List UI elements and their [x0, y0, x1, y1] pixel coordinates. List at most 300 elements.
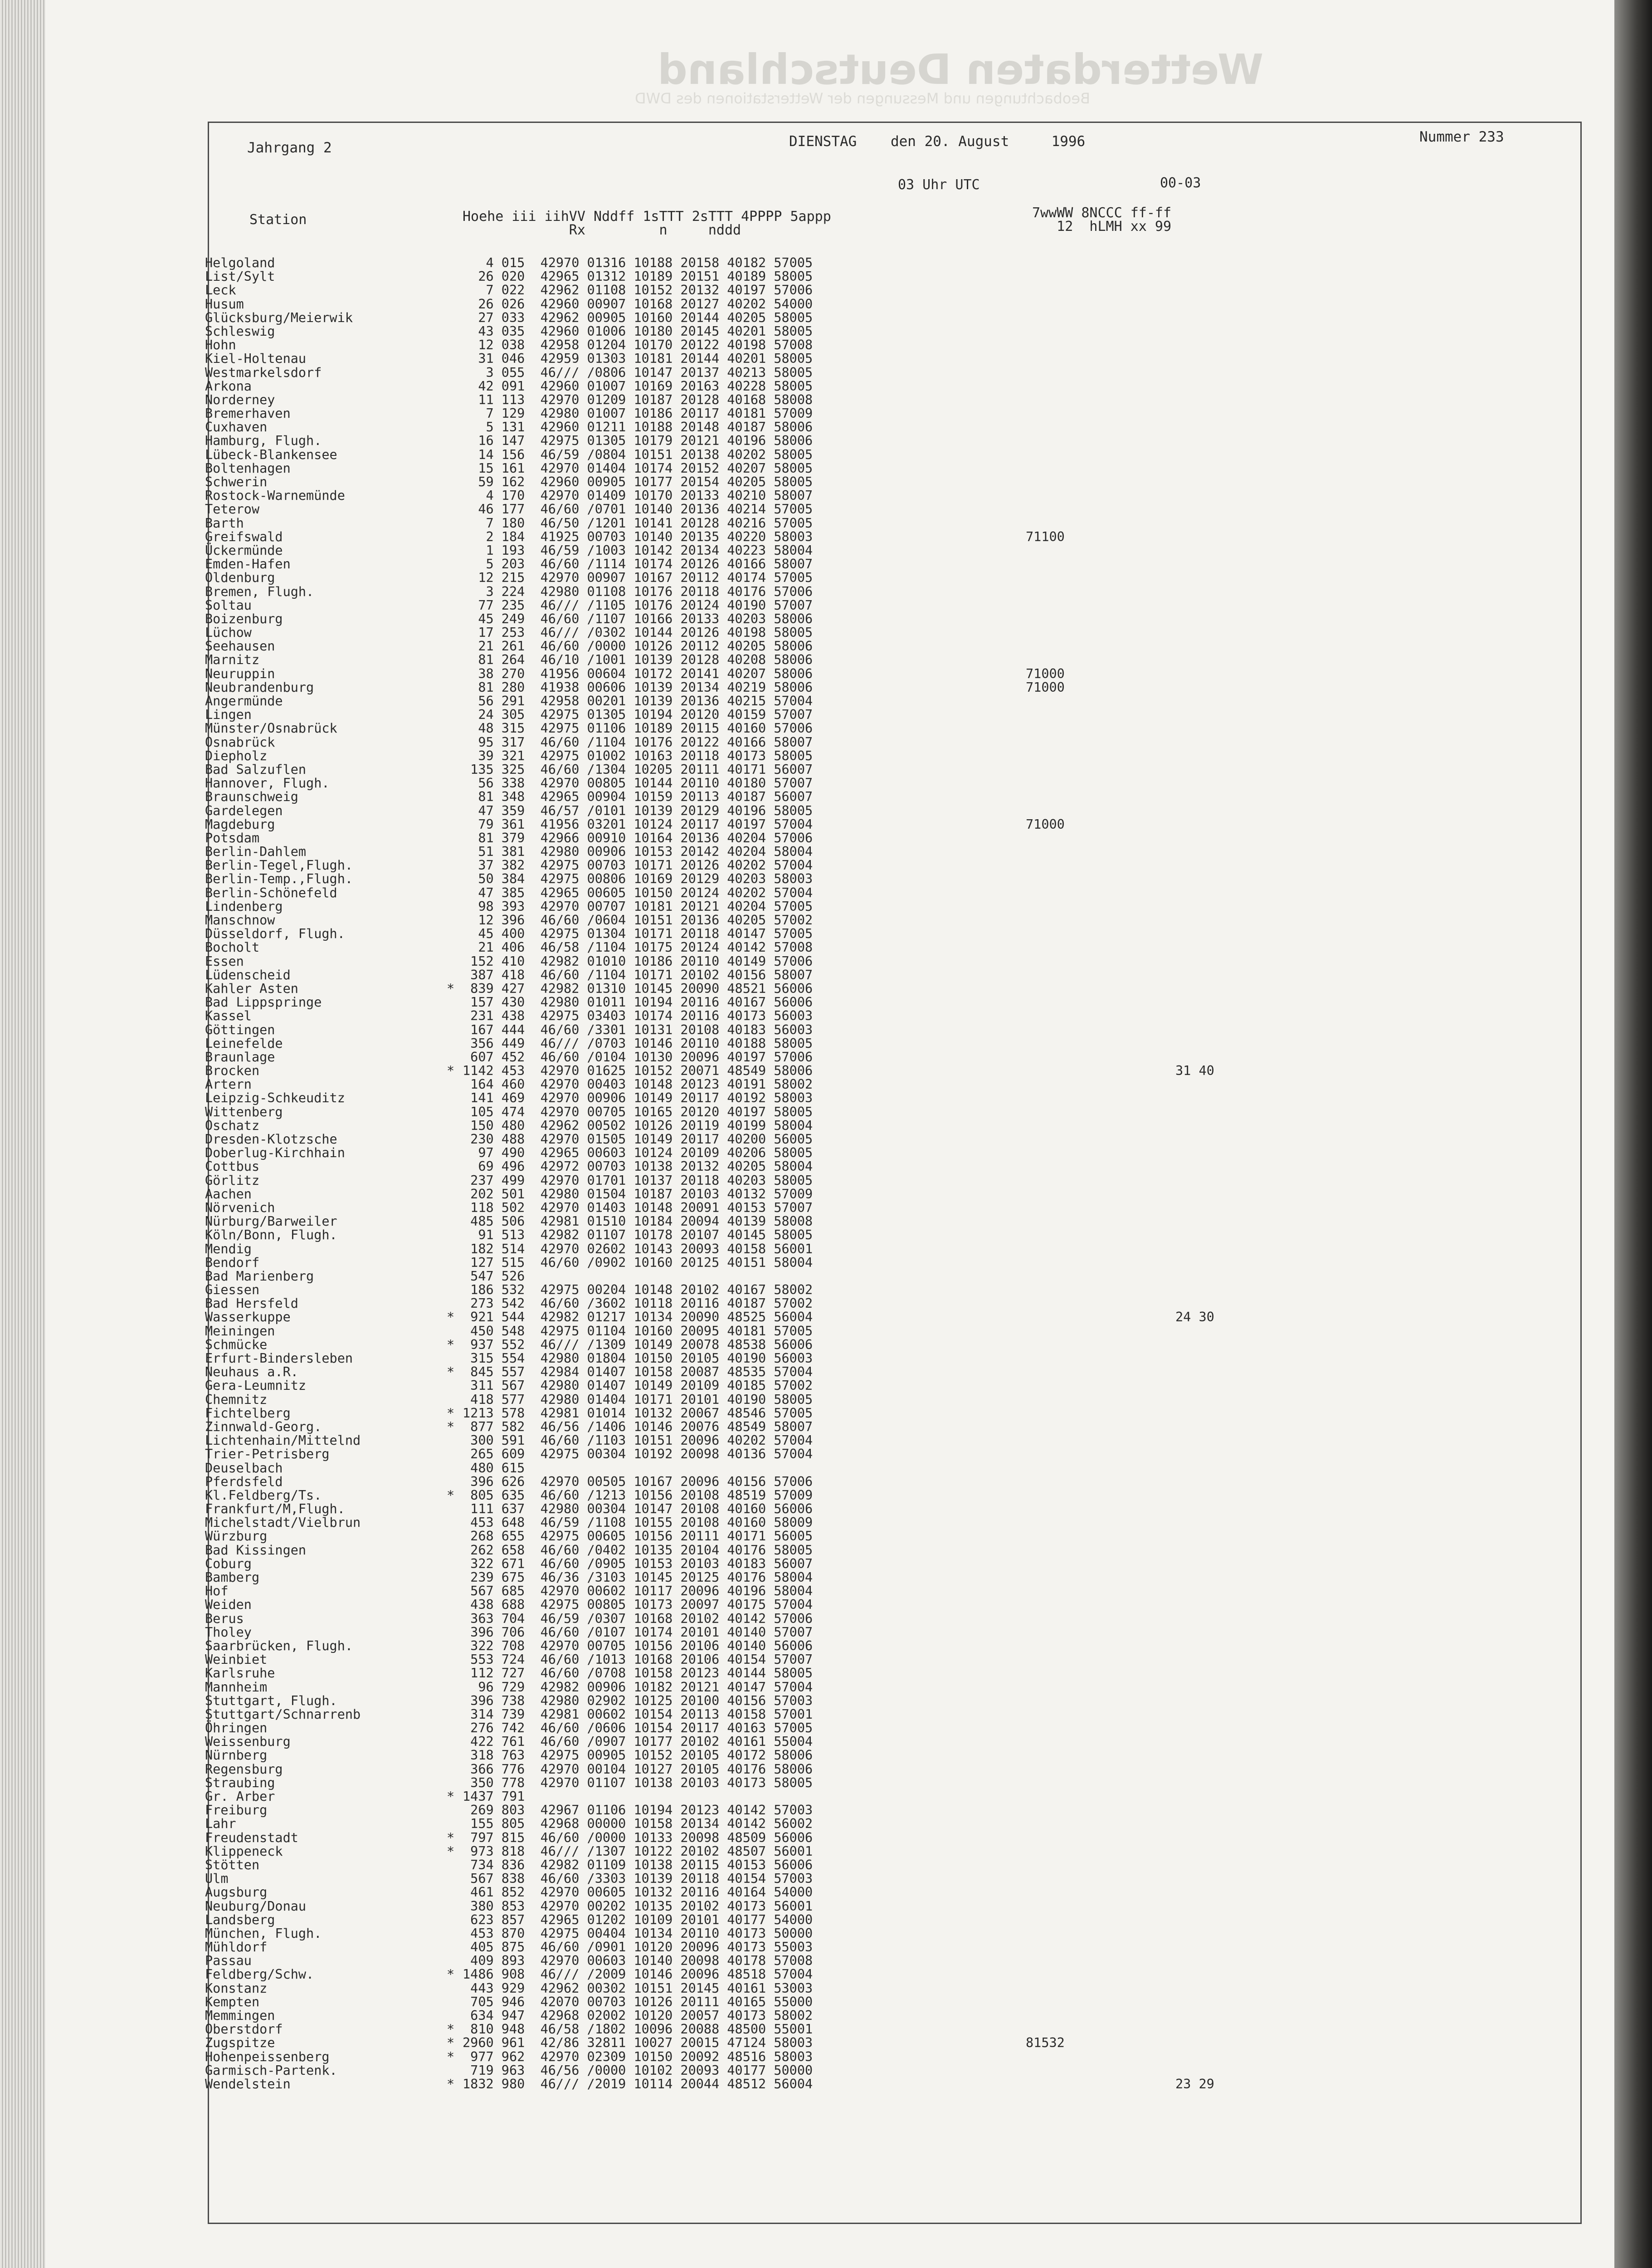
station-name: Kl.Feldberg/Ts.	[205, 1487, 322, 1503]
observation-data: 4 170 42970 01409 10170 20133 40210 58007	[463, 488, 813, 503]
column-header-line2: Rx n nddd	[463, 222, 741, 238]
station-name: Kempten	[205, 1994, 260, 2009]
observation-data: 26 026 42960 00907 10168 20127 40202 54000	[463, 296, 813, 312]
observation-data: 16 147 42975 01305 10179 20121 40196 58006	[463, 433, 813, 449]
observation-data: 409 893 42970 00603 10140 20098 40178 57008	[463, 1953, 813, 1969]
observation-data: 45 400 42975 01304 10171 20118 40147 57005	[463, 926, 813, 942]
station-name: Doberlug-Kirchhain	[205, 1145, 345, 1161]
station-name: Fichtelberg	[205, 1405, 291, 1421]
observation-data: 42 091 42960 01007 10169 20163 40228 58005	[463, 378, 813, 394]
observation-data: 118 502 42970 01403 10148 20091 40153 57007	[463, 1200, 813, 1215]
station-name: Norderney	[205, 392, 275, 407]
observation-data: 186 532 42975 00204 10148 20102 40167 58002	[463, 1282, 813, 1298]
station-name: Lübeck-Blankensee	[205, 447, 337, 462]
observation-data: 1213 578 42981 01014 10132 20067 48546 57005	[463, 1405, 813, 1421]
observation-data: 95 317 46/60 /1104 10176 20122 40166 58007	[463, 734, 813, 750]
station-name: Gr. Arber	[205, 1789, 275, 1804]
station-name: Hohn	[205, 337, 236, 353]
mountain-marker: *	[447, 1337, 455, 1352]
station-name: Görlitz	[205, 1173, 260, 1188]
observation-data: 1437 791	[463, 1789, 525, 1804]
observation-data: 51 381 42980 00906 10153 20142 40204 58004	[463, 844, 813, 860]
observation-data: 26 020 42965 01312 10189 20151 40189 58005	[463, 269, 813, 284]
observation-data: 443 929 42962 00302 10151 20145 40161 53003	[463, 1980, 813, 1996]
observation-data: 567 685 42970 00602 10117 20096 40196 58004	[463, 1584, 813, 1599]
observation-data: 3 055 46/// /0806 10147 20137 40213 58005	[463, 365, 813, 380]
observation-time: 03 Uhr UTC	[898, 177, 980, 193]
observation-data: 265 609 42975 00304 10192 20098 40136 57004	[463, 1447, 813, 1462]
observation-data: 734 836 42982 01109 10138 20115 40153 56006	[463, 1857, 813, 1872]
station-name: Stuttgart, Flugh.	[205, 1693, 337, 1708]
mountain-marker: *	[447, 1364, 455, 1380]
station-name: Berlin-Dahlem	[205, 844, 307, 860]
station-name: Erfurt-Bindersleben	[205, 1351, 353, 1366]
station-name: Bamberg	[205, 1570, 260, 1585]
station-name: Diepholz	[205, 748, 268, 763]
mountain-marker: *	[447, 2049, 455, 2064]
observation-data: 547 526	[463, 1268, 525, 1284]
observation-data: 273 542 46/60 /3602 10118 20116 40187 57002	[463, 1296, 813, 1311]
observation-data: 1142 453 42970 01625 10152 20071 48549 58006	[463, 1063, 813, 1079]
mountain-marker: *	[447, 1310, 455, 1325]
station-name: Manschnow	[205, 913, 275, 928]
mountain-marker: *	[447, 1843, 455, 1859]
book-spine-shadow	[1614, 0, 1652, 2268]
station-name: Bad Hersfeld	[205, 1296, 298, 1311]
mountain-marker: *	[447, 1967, 455, 1982]
observation-data: 2960 961 42/86 32811 10027 20015 47124 58003	[463, 2035, 813, 2051]
station-name: Lahr	[205, 1816, 236, 1832]
observation-data: 79 361 41956 03201 10124 20117 40197 57004	[463, 816, 813, 832]
wind-gust-group: 31 40	[1175, 1063, 1214, 1079]
wind-gust-group: 23 29	[1175, 2076, 1214, 2092]
mountain-marker: *	[447, 1789, 455, 1804]
station-name: Freudenstadt	[205, 1830, 298, 1845]
observation-data: 5 131 42960 01211 10188 20148 40187 58006	[463, 420, 813, 435]
observation-data: 5 203 46/60 /1114 10174 20126 40166 58007	[463, 557, 813, 572]
observation-data: 69 496 42972 00703 10138 20132 40205 58004	[463, 1159, 813, 1174]
mountain-marker: *	[447, 1830, 455, 1845]
observation-data: 1832 980 46/// /2019 10114 20044 48512 56004	[463, 2076, 813, 2092]
station-name: Brocken	[205, 1063, 260, 1079]
station-name: Berlin-Schönefeld	[205, 885, 337, 900]
station-name: Regensburg	[205, 1761, 283, 1777]
observation-data: 12 215 42970 00907 10167 20112 40174 57005	[463, 570, 813, 586]
observation-data: 634 947 42968 02002 10120 20057 40173 58002	[463, 2008, 813, 2023]
observation-data: 480 615	[463, 1460, 525, 1476]
station-name: Köln/Bonn, Flugh.	[205, 1227, 337, 1243]
observation-data: 2 184 41925 00703 10140 20135 40220 58003	[463, 529, 813, 544]
station-name: Leinefelde	[205, 1036, 283, 1051]
station-name: Magdeburg	[205, 816, 275, 832]
observation-data: 56 338 42970 00805 10144 20110 40180 57007	[463, 776, 813, 791]
observation-data: 380 853 42970 00202 10135 20102 40173 56001	[463, 1898, 813, 1914]
station-name: Düsseldorf, Flugh.	[205, 926, 345, 942]
station-name: Berus	[205, 1611, 244, 1626]
observation-data: 12 038 42958 01204 10170 20122 40198 57008	[463, 337, 813, 353]
observation-data: 91 513 42982 01107 10178 20107 40145 58005	[463, 1227, 813, 1243]
observation-data: 15 161 42970 01404 10174 20152 40207 58005	[463, 460, 813, 476]
station-name: Zugspitze	[205, 2035, 275, 2051]
station-name: Bad Lippspringe	[205, 995, 322, 1010]
observation-data: 239 675 46/36 /3103 10145 20125 40176 58004	[463, 1570, 813, 1585]
station-name: Deuselbach	[205, 1460, 283, 1476]
station-name: Wasserkuppe	[205, 1310, 291, 1325]
observation-data: 839 427 42982 01310 10145 20090 48521 56006	[463, 981, 813, 996]
observation-data: 396 706 46/60 /0107 10174 20101 40140 57007	[463, 1624, 813, 1640]
station-name: Tholey	[205, 1624, 252, 1640]
station-name: Lindenberg	[205, 899, 283, 914]
observation-data: 56 291 42958 00201 10139 20136 40215 57004	[463, 694, 813, 709]
observation-data: 553 724 46/60 /1013 10168 20106 40154 57007	[463, 1652, 813, 1667]
observation-data: 38 270 41956 00604 10172 20141 40207 58006	[463, 666, 813, 681]
observation-data: 438 688 42975 00805 10173 20097 40175 57004	[463, 1597, 813, 1613]
station-name: Dresden-Klotzsche	[205, 1132, 337, 1147]
station-name: Seehausen	[205, 639, 275, 654]
observation-data: 314 739 42981 00602 10154 20113 40158 57001	[463, 1706, 813, 1722]
mountain-marker: *	[447, 1487, 455, 1503]
station-name: Lingen	[205, 707, 252, 723]
observation-data: 921 544 42982 01217 10134 20090 48525 56004	[463, 1310, 813, 1325]
table-frame	[208, 122, 1582, 2224]
observation-data: 810 948 46/58 /1802 10096 20088 48500 55001	[463, 2022, 813, 2037]
extra-group: 81532	[1026, 2035, 1065, 2051]
observation-data: 231 438 42975 03403 10174 20116 40173 56003	[463, 1008, 813, 1024]
observation-data: 3 224 42980 01108 10176 20118 40176 57006	[463, 584, 813, 599]
observation-data: 396 626 42970 00505 10167 20096 40156 57006	[463, 1474, 813, 1489]
station-name: Chemnitz	[205, 1392, 268, 1407]
station-name: Pferdsfeld	[205, 1474, 283, 1489]
station-name: Nürnberg	[205, 1748, 268, 1763]
observation-data: 24 305 42975 01305 10194 20120 40159 57007	[463, 707, 813, 723]
station-name: Bremen, Flugh.	[205, 584, 314, 599]
station-name: Mendig	[205, 1241, 252, 1256]
station-name: Meiningen	[205, 1323, 275, 1339]
station-name: Kahler Asten	[205, 981, 298, 996]
mountain-marker: *	[447, 1405, 455, 1421]
observation-data: 269 803 42967 01106 10194 20123 40142 57003	[463, 1803, 813, 1818]
observation-data: 1 193 46/59 /1003 10142 20134 40223 58004	[463, 543, 813, 558]
station-name: Straubing	[205, 1775, 275, 1790]
observation-data: 81 379 42966 00910 10164 20136 40204 57006	[463, 830, 813, 846]
station-name: Michelstadt/Vielbrun	[205, 1515, 361, 1530]
station-name: Emden-Hafen	[205, 557, 291, 572]
observation-data: 167 444 46/60 /3301 10131 20108 40183 56003	[463, 1022, 813, 1037]
observation-data: 98 393 42970 00707 10181 20121 40204 57005	[463, 899, 813, 914]
observation-data: 973 818 46/// /1307 10122 20102 48507 56001	[463, 1843, 813, 1859]
station-name: Freiburg	[205, 1803, 268, 1818]
station-name: Öhringen	[205, 1721, 268, 1736]
observation-data: 21 261 46/60 /0000 10126 20112 40205 58006	[463, 639, 813, 654]
station-name: Berlin-Temp.,Flugh.	[205, 871, 353, 887]
station-name: Lüdenscheid	[205, 967, 291, 982]
observation-data: 366 776 42970 00104 10127 20105 40176 58006	[463, 1761, 813, 1777]
station-name: Schmücke	[205, 1337, 268, 1352]
observation-data: 96 729 42982 00906 10182 20121 40147 57004	[463, 1679, 813, 1695]
observation-data: 977 962 42970 02309 10150 20092 48516 58003	[463, 2049, 813, 2064]
observation-data: 322 708 42970 00705 10156 20106 40140 56006	[463, 1638, 813, 1653]
station-name: Weinbiet	[205, 1652, 268, 1667]
observation-data: 453 870 42975 00404 10134 20110 40173 50000	[463, 1926, 813, 1941]
observation-data: 937 552 46/// /1309 10149 20078 48538 56006	[463, 1337, 813, 1352]
station-name: Leck	[205, 283, 236, 298]
station-name: Feldberg/Schw.	[205, 1967, 314, 1982]
station-name: Braunschweig	[205, 789, 298, 805]
station-name: Rostock-Warnemünde	[205, 488, 345, 503]
station-name: Essen	[205, 953, 244, 969]
station-name: Würzburg	[205, 1529, 268, 1544]
station-name: Mühldorf	[205, 1940, 268, 1955]
observation-data: 453 648 46/59 /1108 10155 20108 40160 58009	[463, 1515, 813, 1530]
station-name: Konstanz	[205, 1980, 268, 1996]
station-name: Mannheim	[205, 1679, 268, 1695]
station-name: Gera-Leumnitz	[205, 1378, 307, 1393]
observation-data: 422 761 46/60 /0907 10177 20102 40161 55004	[463, 1734, 813, 1750]
station-name: Neubrandenburg	[205, 679, 314, 695]
station-name: München, Flugh.	[205, 1926, 322, 1941]
station-name: Teterow	[205, 502, 260, 517]
station-name: Bad Marienberg	[205, 1268, 314, 1284]
station-name: Landsberg	[205, 1912, 275, 1927]
station-name: Kassel	[205, 1008, 252, 1024]
station-name: Saarbrücken, Flugh.	[205, 1638, 353, 1653]
observation-data: 27 033 42962 00905 10160 20144 40205 58005	[463, 310, 813, 325]
observation-data: 1486 908 46/// /2009 10146 20096 48518 57004	[463, 1967, 813, 1982]
observation-data: 797 815 46/60 /0000 10133 20098 48509 56006	[463, 1830, 813, 1845]
period-label: 00-03	[1160, 175, 1201, 191]
station-name: Potsdam	[205, 830, 260, 846]
observation-data: 315 554 42980 01804 10150 20105 40190 56003	[463, 1351, 813, 1366]
observation-data: 46 177 46/60 /0701 10140 20136 40214 57005	[463, 502, 813, 517]
observation-data: 623 857 42965 01202 10109 20101 40177 54000	[463, 1912, 813, 1927]
station-name: Berlin-Tegel,Flugh.	[205, 858, 353, 873]
observation-data: 318 763 42975 00905 10152 20105 40172 58006	[463, 1748, 813, 1763]
station-name: Osnabrück	[205, 734, 275, 750]
observation-data: 7 022 42962 01108 10152 20132 40197 57006	[463, 283, 813, 298]
observation-data: 396 738 42980 02902 10125 20100 40156 57003	[463, 1693, 813, 1708]
observation-data: 112 727 46/60 /0708 10158 20123 40144 58005	[463, 1666, 813, 1681]
book-page-edges	[0, 0, 45, 2268]
observation-data: 48 315 42975 01106 10189 20115 40160 57006	[463, 721, 813, 736]
station-name: Bremerhaven	[205, 406, 291, 421]
station-name: Passau	[205, 1953, 252, 1969]
station-name: Frankfurt/M,Flugh.	[205, 1501, 345, 1517]
station-name: Bad Salzuflen	[205, 762, 307, 777]
station-name: Memmingen	[205, 2008, 275, 2023]
station-name: Westmarkelsdorf	[205, 365, 322, 380]
station-name: Wittenberg	[205, 1104, 283, 1119]
observation-data: 805 635 46/60 /1213 10156 20108 48519 57009	[463, 1487, 813, 1503]
station-name: Weiden	[205, 1597, 252, 1613]
observation-data: 31 046 42959 01303 10181 20144 40201 58005	[463, 351, 813, 367]
observation-data: 719 963 46/56 /0000 10102 20093 40177 50000	[463, 2063, 813, 2078]
observation-data: 877 582 46/56 /1406 10146 20076 48549 58007	[463, 1419, 813, 1434]
station-name: Lüchow	[205, 625, 252, 640]
observation-data: 14 156 46/59 /0804 10151 20138 40202 58005	[463, 447, 813, 462]
observation-data: 77 235 46/// /1105 10176 20124 40190 57007	[463, 597, 813, 613]
observation-data: 12 396 46/60 /0604 10151 20136 40205 57002	[463, 913, 813, 928]
observation-data: 300 591 46/60 /1103 10151 20096 40202 57004	[463, 1433, 813, 1448]
observation-data: 322 671 46/60 /0905 10153 20103 40183 56007	[463, 1556, 813, 1571]
station-name: List/Sylt	[205, 269, 275, 284]
mountain-marker: *	[447, 2035, 455, 2051]
observation-data: 155 805 42968 00000 10158 20134 40142 56002	[463, 1816, 813, 1832]
station-name: Helgoland	[205, 255, 275, 270]
observation-data: 276 742 46/60 /0606 10154 20117 40163 57005	[463, 1721, 813, 1736]
station-name: Nürburg/Barweiler	[205, 1214, 337, 1229]
station-name: Boizenburg	[205, 611, 283, 626]
station-name: Oldenburg	[205, 570, 275, 586]
station-name: Karlsruhe	[205, 1666, 275, 1681]
observation-data: 157 430 42980 01011 10194 20116 40167 56006	[463, 995, 813, 1010]
observation-data: 43 035 42960 01006 10180 20145 40201 58005	[463, 323, 813, 339]
station-name: Glücksburg/Meierwik	[205, 310, 353, 325]
mountain-marker: *	[447, 2022, 455, 2037]
observation-data: 7 180 46/50 /1201 10141 20128 40216 57005	[463, 515, 813, 531]
observation-data: 50 384 42975 00806 10169 20129 40203 58003	[463, 871, 813, 887]
station-name: Artern	[205, 1077, 252, 1092]
station-name: Greifswald	[205, 529, 283, 544]
station-name: Bad Kissingen	[205, 1542, 307, 1558]
observation-data: 350 778 42970 01107 10138 20103 40173 58005	[463, 1775, 813, 1790]
station-name: Braunlage	[205, 1049, 275, 1065]
extra-group: 71000	[1026, 679, 1065, 695]
station-name: Wendelstein	[205, 2076, 291, 2092]
observation-data: 202 501 42980 01504 10187 20103 40132 57009	[463, 1186, 813, 1202]
observation-data: 127 515 46/60 /0902 10160 20125 40151 58004	[463, 1255, 813, 1270]
station-name: Augsburg	[205, 1885, 268, 1900]
observation-data: 17 253 46/// /0302 10144 20126 40198 58005	[463, 625, 813, 640]
station-name: Soltau	[205, 597, 252, 613]
observation-data: 150 480 42962 00502 10126 20119 40199 58004	[463, 1118, 813, 1133]
observation-data: 135 325 46/60 /1304 10205 20111 40171 56007	[463, 762, 813, 777]
observation-data: 4 015 42970 01316 10188 20158 40182 57005	[463, 255, 813, 270]
station-name: Giessen	[205, 1282, 260, 1298]
observation-data: 111 637 42980 00304 10147 20108 40160 56006	[463, 1501, 813, 1517]
extra-group: 71000	[1026, 816, 1065, 832]
station-name: Ückermünde	[205, 543, 283, 558]
observation-data: 262 658 46/60 /0402 10135 20104 40176 58005	[463, 1542, 813, 1558]
observation-data: 268 655 42975 00605 10156 20111 40171 56005	[463, 1529, 813, 1544]
station-name: Hannover, Flugh.	[205, 776, 330, 791]
observation-data: 81 280 41938 00606 10139 20134 40219 58006	[463, 679, 813, 695]
observation-data: 607 452 46/60 /0104 10130 20096 40197 57006	[463, 1049, 813, 1065]
station-name: Barth	[205, 515, 244, 531]
bleed-through-title: Wetterdaten Deutschland	[658, 45, 1264, 94]
station-name: Aachen	[205, 1186, 252, 1202]
station-name: Stuttgart/Schnarrenb	[205, 1706, 361, 1722]
station-name: Schwerin	[205, 474, 268, 489]
station-column-header: Station	[249, 212, 307, 228]
mountain-marker: *	[447, 981, 455, 996]
observation-data: 461 852 42970 00605 10132 20116 40164 54000	[463, 1885, 813, 1900]
station-name: Garmisch-Partenk.	[205, 2063, 337, 2078]
observation-data: 230 488 42970 01505 10149 20117 40200 56005	[463, 1132, 813, 1147]
mountain-marker: *	[447, 1063, 455, 1079]
station-name: Cuxhaven	[205, 420, 268, 435]
observation-data: 363 704 46/59 /0307 10168 20102 40142 57006	[463, 1611, 813, 1626]
station-name: Arkona	[205, 378, 252, 394]
observation-data: 182 514 42970 02602 10143 20093 40158 56001	[463, 1241, 813, 1256]
station-name: Neuruppin	[205, 666, 275, 681]
observation-data: 47 385 42965 00605 10150 20124 40202 57004	[463, 885, 813, 900]
mountain-marker: *	[447, 1419, 455, 1434]
station-name: Husum	[205, 296, 244, 312]
observation-data: 845 557 42984 01407 10158 20087 48535 57004	[463, 1364, 813, 1380]
station-name: Weissenburg	[205, 1734, 291, 1750]
station-name: Cottbus	[205, 1159, 260, 1174]
station-name: Coburg	[205, 1556, 252, 1571]
observation-data: 45 249 46/60 /1107 10166 20133 40203 58006	[463, 611, 813, 626]
station-name: Göttingen	[205, 1022, 275, 1037]
mountain-marker: *	[447, 2076, 455, 2092]
observation-data: 47 359 46/57 /0101 10139 20129 40196 58005	[463, 803, 813, 818]
station-name: Hof	[205, 1584, 229, 1599]
observation-data: 387 418 46/60 /1104 10171 20102 40156 58007	[463, 967, 813, 982]
observation-data: 164 460 42970 00403 10148 20123 40191 58002	[463, 1077, 813, 1092]
group-header-line2: 12 hLMH xx 99	[1032, 219, 1172, 235]
observation-data: 141 469 42970 00906 10149 20117 40192 58003	[463, 1090, 813, 1106]
station-name: Boltenhagen	[205, 460, 291, 476]
jahrgang-label: Jahrgang 2	[247, 140, 332, 156]
station-name: Ulm	[205, 1871, 229, 1887]
column-header-line1: Hoehe iii iihVV Nddff 1sTTT 2sTTT 4PPPP 5appp	[463, 209, 831, 225]
station-name: Bendorf	[205, 1255, 260, 1270]
observation-data: 81 348 42965 00904 10159 20113 40187 56007	[463, 789, 813, 805]
station-name: Leipzig-Schkeuditz	[205, 1090, 345, 1106]
observation-data: 418 577 42980 01404 10171 20101 40190 58005	[463, 1392, 813, 1407]
station-name: Trier-Petrisberg	[205, 1447, 330, 1462]
station-name: Nörvenich	[205, 1200, 275, 1215]
station-name: Marnitz	[205, 652, 260, 668]
observation-data: 485 506 42981 01510 10184 20094 40139 58008	[463, 1214, 813, 1229]
bleed-through-subtitle: Beobachtungen und Messungen der Wetterstationen des DWD	[635, 90, 1091, 107]
station-name: Münster/Osnabrück	[205, 721, 337, 736]
station-name: Oberstdorf	[205, 2022, 283, 2037]
station-name: Lichtenhain/Mittelnd	[205, 1433, 361, 1448]
station-name: Kiel-Holtenau	[205, 351, 307, 367]
observation-data: 59 162 42960 00905 10177 20154 40205 58005	[463, 474, 813, 489]
observation-data: 21 406 46/58 /1104 10175 20124 40142 57008	[463, 940, 813, 955]
station-name: Stötten	[205, 1857, 260, 1872]
observation-data: 39 321 42975 01002 10163 20118 40173 58005	[463, 748, 813, 763]
station-name: Neuhaus a.R.	[205, 1364, 298, 1380]
observation-data: 97 490 42965 00603 10124 20109 40206 58005	[463, 1145, 813, 1161]
observation-data: 237 499 42970 01701 10137 20118 40203 58005	[463, 1173, 813, 1188]
station-name: Hamburg, Flugh.	[205, 433, 322, 449]
observation-data: 311 567 42980 01407 10149 20109 40185 57002	[463, 1378, 813, 1393]
observation-data: 705 946 42070 00703 10126 20111 40165 55000	[463, 1994, 813, 2009]
observation-data: 81 264 46/10 /1001 10139 20128 40208 58006	[463, 652, 813, 668]
station-name: Schleswig	[205, 323, 275, 339]
observation-data: 7 129 42980 01007 10186 20117 40181 57009	[463, 406, 813, 421]
station-name: Gardelegen	[205, 803, 283, 818]
station-name: Hohenpeissenberg	[205, 2049, 330, 2064]
station-name: Oschatz	[205, 1118, 260, 1133]
observation-data: 405 875 46/60 /0901 10120 20096 40173 55003	[463, 1940, 813, 1955]
issue-number: Nummer 233	[1419, 129, 1504, 145]
wind-gust-group: 24 30	[1175, 1310, 1214, 1325]
station-name: Zinnwald-Georg.	[205, 1419, 322, 1434]
observation-data: 11 113 42970 01209 10187 20128 40168 58008	[463, 392, 813, 407]
extra-group: 71000	[1026, 666, 1065, 681]
station-name: Bocholt	[205, 940, 260, 955]
observation-data: 356 449 46/// /0703 10146 20110 40188 58005	[463, 1036, 813, 1051]
station-name: Neuburg/Donau	[205, 1898, 307, 1914]
group-header-line1: 7wwWW 8NCCC ff-ff	[1032, 205, 1172, 221]
station-name: Angermünde	[205, 694, 283, 709]
date-label: DIENSTAG den 20. August 1996	[789, 133, 1086, 150]
